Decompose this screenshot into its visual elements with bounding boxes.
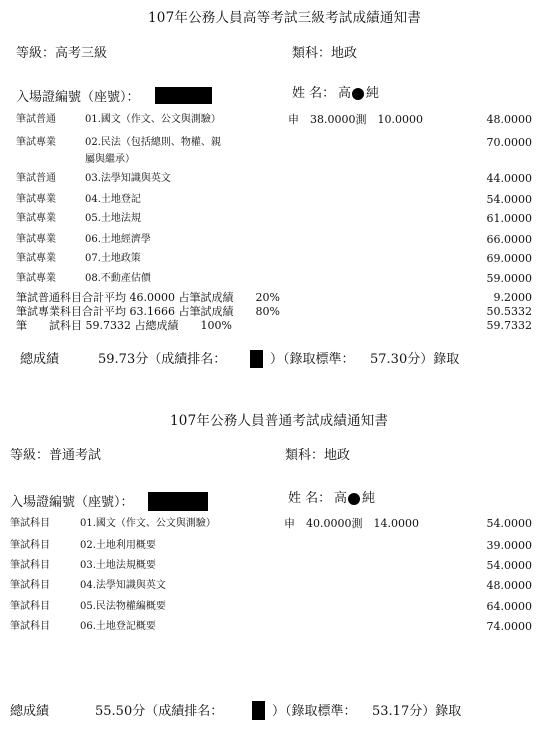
redacted-admission-number <box>155 87 212 104</box>
row-type: 筆試專業 <box>16 194 56 205</box>
row-type: 筆試科目 <box>10 518 50 529</box>
category-label: 類科：地政 <box>292 46 358 61</box>
name-label: 姓 名： <box>292 86 336 101</box>
row-subject: 04.法學知識與英文 <box>80 580 166 591</box>
admission-label: 入場證編號（座號）： <box>10 495 134 510</box>
row-type: 筆試普通 <box>16 173 56 184</box>
row-type: 筆試科目 <box>10 540 50 551</box>
total-standard: 53.17分）錄取 <box>372 704 462 719</box>
row-subject: 04.土地登記 <box>85 194 141 205</box>
row-type: 筆試科目 <box>10 580 50 591</box>
row-extra: 申 38.0000測 10.0000 <box>288 113 423 126</box>
total-mid: ）（錄取標準： <box>270 352 355 367</box>
row-score: 54.0000 <box>486 517 532 530</box>
row-subject: 02.民法（包括總則、物權、親 <box>85 137 221 148</box>
total-label: 總成績 <box>20 352 60 367</box>
category-label: 類科：地政 <box>285 448 351 463</box>
row-score: 74.0000 <box>486 620 532 633</box>
row-type: 筆試專業 <box>16 213 56 224</box>
row-type: 筆試專業 <box>16 253 56 264</box>
row-score: 64.0000 <box>486 600 532 613</box>
total-label: 總成績 <box>10 704 50 719</box>
row-subject: 03.法學知識與英文 <box>85 173 171 184</box>
row-subject: 01.國文（作文、公文與測驗） <box>85 114 221 125</box>
total-score: 59.73分（成績排名： <box>98 352 227 367</box>
row-subject: 06.土地經濟學 <box>85 234 151 245</box>
row-score: 48.0000 <box>486 579 532 592</box>
redacted-rank <box>252 701 265 720</box>
row-type: 筆試科目 <box>10 621 50 632</box>
notice-2-title: 107年公務人員普通考試成績通知書 <box>170 413 389 429</box>
row-type: 筆試普通 <box>16 114 56 125</box>
row-subject: 02.土地利用概要 <box>80 540 156 551</box>
notice-1-title: 107年公務人員高等考試三級考試成績通知書 <box>148 10 421 26</box>
row-type: 筆試科目 <box>10 560 50 571</box>
name-last: 純 <box>362 491 376 506</box>
grade-label: 等級：高考三級 <box>16 46 108 61</box>
row-score: 44.0000 <box>486 172 532 185</box>
summary-line: 筆試普通科目合計平均 46.0000 占筆試成績 20% <box>16 291 280 304</box>
summary-score: 50.5332 <box>486 305 532 318</box>
row-score: 39.0000 <box>486 539 532 552</box>
row-type: 筆試科目 <box>10 601 50 612</box>
admission-label: 入場證編號（座號）： <box>16 90 140 105</box>
total-standard: 57.30分）錄取 <box>370 352 460 367</box>
row-score: 61.0000 <box>486 212 532 225</box>
redacted-rank <box>250 350 263 368</box>
total-mid: ）（錄取標準： <box>272 704 357 719</box>
name-last: 純 <box>366 86 380 101</box>
summary-score: 9.2000 <box>493 291 532 304</box>
row-score: 54.0000 <box>486 193 532 206</box>
summary-score: 59.7332 <box>486 319 532 332</box>
row-score: 66.0000 <box>486 233 532 246</box>
redacted-name-dot <box>352 88 364 100</box>
redacted-name-dot <box>348 493 360 505</box>
row-subject: 07.土地政策 <box>85 253 141 264</box>
name-label: 姓 名： <box>288 491 332 506</box>
row-score: 54.0000 <box>486 559 532 572</box>
summary-line: 筆試專業科目合計平均 63.1666 占筆試成績 80% <box>16 305 280 318</box>
name-first: 高 <box>338 86 352 101</box>
total-score: 55.50分（成績排名： <box>95 704 224 719</box>
redacted-admission-number <box>148 492 208 511</box>
row-score: 59.0000 <box>486 272 532 285</box>
row-type: 筆試專業 <box>16 137 56 148</box>
row-subject: 06.土地登記概要 <box>80 621 156 632</box>
row-score: 70.0000 <box>486 136 532 149</box>
row-subject: 05.民法物權編概要 <box>80 601 166 612</box>
row-type: 筆試專業 <box>16 273 56 284</box>
row-subject: 08.不動產估價 <box>85 273 151 284</box>
row-subject-continued: 屬與繼承） <box>85 154 135 165</box>
row-type: 筆試專業 <box>16 234 56 245</box>
row-subject: 03.土地法規概要 <box>80 560 156 571</box>
summary-line: 筆 試科目 59.7332 占總成績 100% <box>16 319 232 332</box>
row-subject: 05.土地法規 <box>85 213 141 224</box>
row-subject: 01.國文（作文、公文與測驗） <box>80 518 216 529</box>
name-first: 高 <box>334 491 348 506</box>
row-score: 69.0000 <box>486 252 532 265</box>
row-score: 48.0000 <box>486 113 532 126</box>
grade-label: 等級：普通考試 <box>10 448 102 463</box>
row-extra: 申 40.0000測 14.0000 <box>284 517 419 530</box>
